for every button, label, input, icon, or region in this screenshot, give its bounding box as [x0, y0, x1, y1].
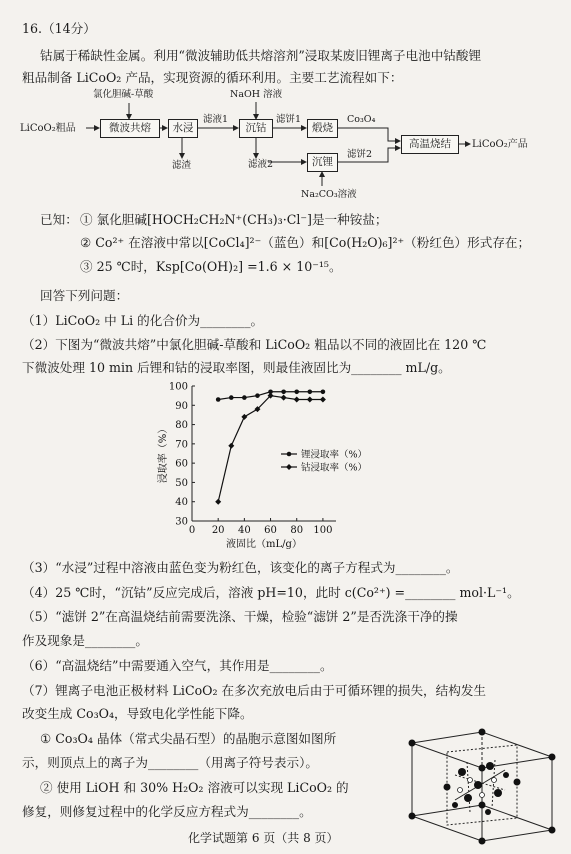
x-tick-label: 80 — [290, 525, 304, 536]
y-tick-label: 50 — [175, 477, 188, 489]
answer-prompt: 回答下列问题： — [40, 288, 129, 303]
page-footer: 化学试题第 6 页（共 8 页） — [188, 831, 339, 845]
y-tick-label: 80 — [175, 420, 188, 432]
q5-text-2: 作及现象是________。 — [22, 633, 148, 648]
x-tick-label: 40 — [237, 525, 251, 536]
legend-label-1: 钴浸取率（%） — [301, 462, 368, 474]
q1-text: （1）LiCoO₂ 中 Li 的化合价为________。 — [22, 313, 264, 328]
known-item-1: ① 氯化胆碱[HOCH₂CH₂N⁺(CH₃)₃·Cl⁻]是一种铵盐； — [80, 212, 388, 227]
flow-start-label: LiCoO₂粗品 — [20, 123, 76, 134]
flow-label-filtrate1: 滤液1 — [203, 114, 229, 125]
q3-text: （3）“水浸”过程中溶液由蓝色变为粉红色，该变化的离子方程式为________。 — [22, 560, 459, 575]
q7-text-1: （7）锂离子电池正极材料 LiCoO₂ 在多次充放电后由于可循环锂的损失，结构发生 — [22, 683, 487, 698]
flow-label-co3o4: Co₃O₄ — [347, 114, 376, 125]
flow-box-sinter: 高温烧结 — [401, 135, 459, 154]
known-item-2: ② Co²⁺ 在溶液中常以[CoCl₄]²⁻（蓝色）和[Co(H₂O)₆]²⁺（粉红色）形式存在； — [80, 235, 531, 250]
flow-reagent-choline-oxalic: 氯化胆碱-草酸 — [93, 89, 154, 100]
y-tick-label: 30 — [175, 516, 188, 528]
flow-reagent-na2co3: Na₂CO₃溶液 — [301, 189, 357, 200]
q2-text-1: （2）下图为“微波共熔”中氯化胆碱-草酸和 LiCoO₂ 粗品以不同的液固比在 120 ℃ — [22, 337, 487, 352]
flow-box-li-precip: 沉锂 — [307, 153, 338, 172]
flow-end-label: LiCoO₂产品 — [472, 139, 528, 150]
x-tick-label: 100 — [313, 525, 333, 536]
legend-label-0: 锂浸取率（%） — [301, 449, 368, 461]
known-prefix: 已知： — [40, 212, 78, 227]
flow-box-microwave: 微波共熔 — [100, 119, 160, 138]
flow-box-water-leach: 水浸 — [168, 119, 198, 138]
x-tick-label: 0 — [188, 525, 196, 536]
q7b-text-1: ② 使用 LiOH 和 30% H₂O₂ 溶液可以实现 LiCoO₂ 的 — [40, 780, 349, 795]
y-tick-label: 100 — [168, 381, 188, 393]
x-tick-label: 60 — [264, 525, 277, 536]
flow-box-co-precip: 沉钴 — [239, 119, 273, 138]
x-axis-label: 液固比（mL/g） — [226, 539, 302, 550]
flow-label-cake2: 滤饼2 — [347, 149, 373, 160]
q7b-text-2: 修复，则修复过程中的化学反应方程式为________。 — [22, 804, 312, 819]
flow-reagent-naoh: NaOH 溶液 — [230, 89, 283, 100]
q2-text-2: 下微波处理 10 min 后锂和钴的浸取率图，则最佳液固比为________ mL/g。 — [22, 360, 451, 375]
x-tick-label: 20 — [211, 525, 225, 536]
flow-label-filtrate2: 滤液2 — [248, 159, 274, 170]
flow-label-residue: 滤渣 — [172, 160, 192, 171]
question-number: 16.（14分） — [22, 21, 96, 36]
q7a-text-2: 示，则顶点上的离子为________（用离子符号表示）。 — [22, 755, 318, 770]
y-tick-label: 60 — [175, 458, 188, 470]
flow-box-calcine: 煅烧 — [307, 119, 338, 138]
y-axis-label: 浸取率（%） — [158, 423, 169, 484]
q7a-text-1: ① Co₃O₄ 晶体（常式尖晶石型）的晶胞示意图如图所 — [40, 731, 337, 746]
intro-line-2: 粗品制备 LiCoO₂ 产品，实现资源的循环利用。主要工艺流程如下： — [22, 70, 403, 85]
y-tick-label: 70 — [175, 439, 188, 451]
y-tick-label: 90 — [175, 400, 188, 412]
q7-text-2: 改变生成 Co₃O₄，导致电化学性能下降。 — [22, 706, 253, 721]
q5-text-1: （5）“滤饼 2”在高温烧结前需要洗涤、干燥，检验“滤饼 2”是否洗涤干净的操 — [22, 609, 458, 624]
known-item-3: ③ 25 ℃时，Ksp[Co(OH)₂] =1.6 × 10⁻¹⁵。 — [80, 259, 342, 274]
q4-text: （4）25 ℃时，“沉钴”反应完成后，溶液 pH=10，此时 c(Co²⁺) =________ mol·L⁻¹。 — [22, 585, 520, 600]
q6-text: （6）“高温烧结”中需要通入空气，其作用是________。 — [22, 658, 333, 673]
intro-line-1: 钴属于稀缺性金属。利用“微波辅助低共熔溶剂”浸取某废旧锂离子电池中钴酸锂 — [40, 48, 482, 63]
y-tick-label: 40 — [175, 497, 188, 509]
flow-label-cake1: 滤饼1 — [276, 114, 302, 125]
